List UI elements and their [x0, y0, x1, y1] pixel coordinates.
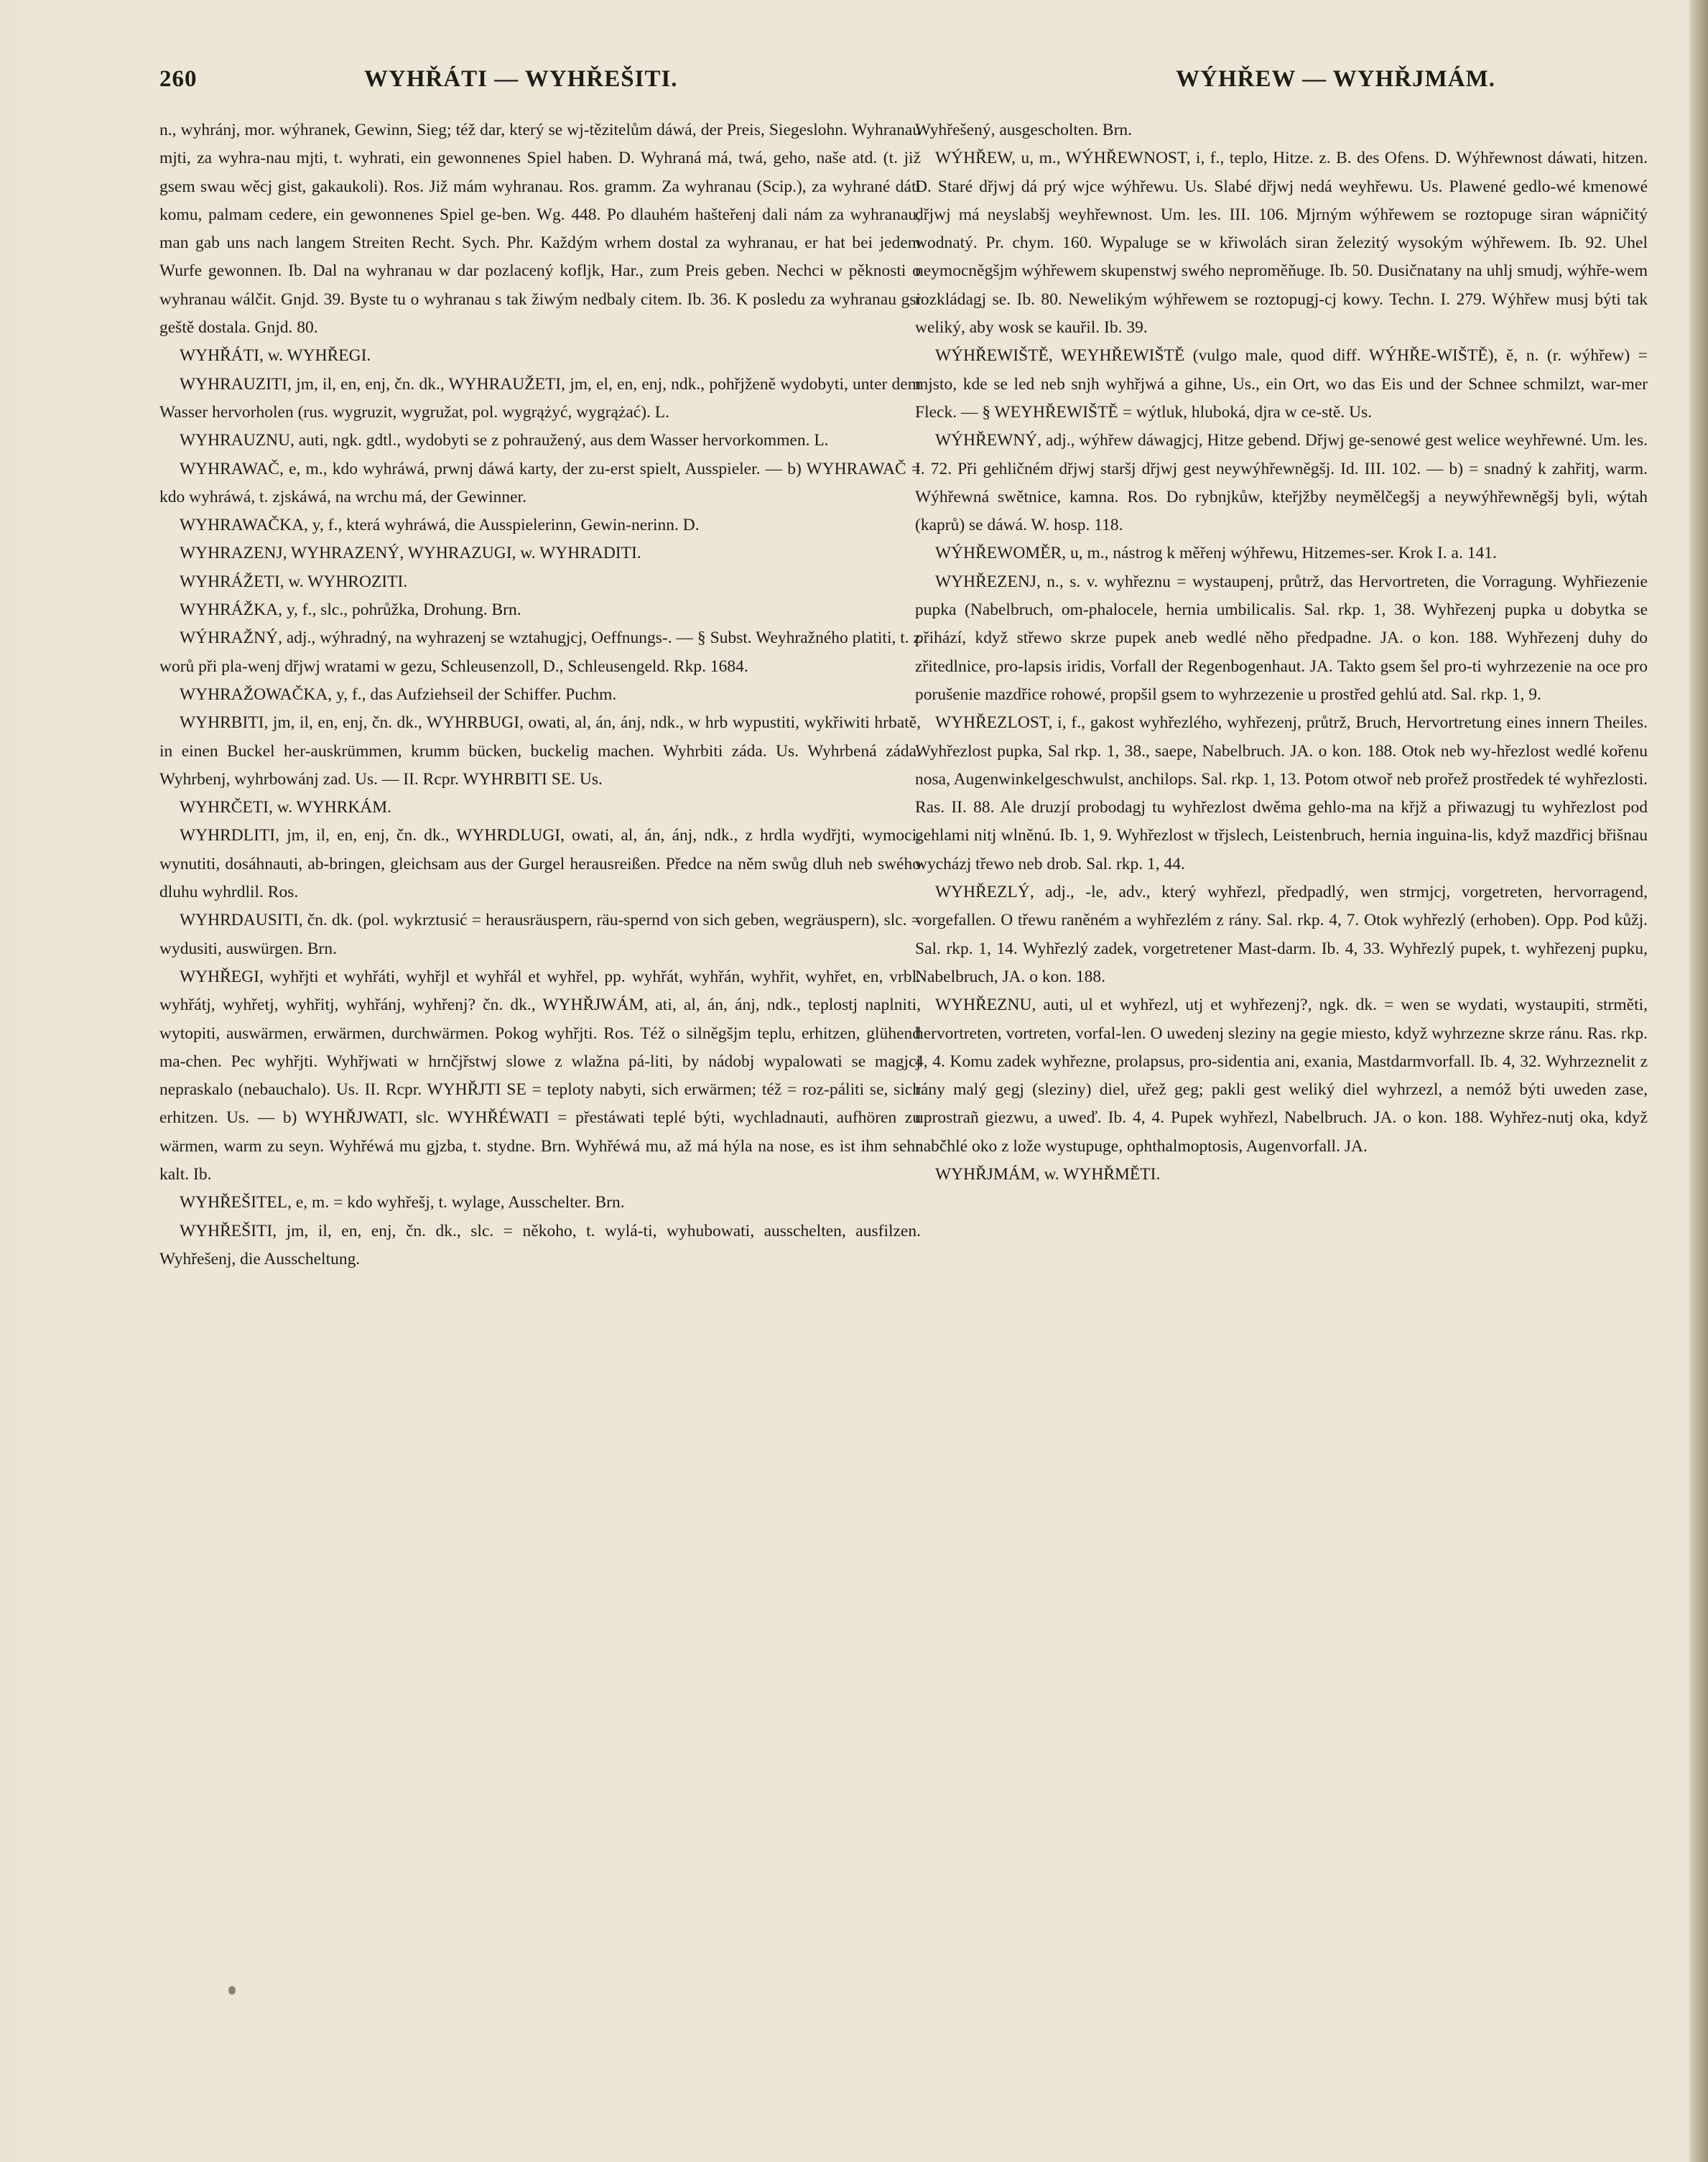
dictionary-entry: WYHRAWAČKA, y, f., která wyhráwá, die Ausspielerinn, Gewin-nerinn. D.: [180, 516, 700, 535]
dictionary-entry: WYHRDAUSITI, čn. dk. (pol. wykrztusić = herausräuspern, räu-spernd von sich geben, wegräuspern), slc. = wydusiti, auswürgen. Brn.: [159, 911, 921, 958]
dictionary-entry: WÝHRAŽNÝ, adj., wýhradný, na wyhrazenj se wztahugjcj, Oeffnungs-. — § Subst. Weyhražného platiti, t. z worů při pla-wenj dřjwj wratami w gezu, Schleusenzoll, D., Schleusengeld. Rkp. 1684.: [159, 628, 921, 676]
ink-blot: [228, 1986, 236, 1995]
dictionary-page: [16, 0, 1688, 2162]
dictionary-entry: WYHRAŽOWAČKA, y, f., das Aufziehseil der Schiffer. Puchm.: [180, 685, 617, 704]
left-column: [159, 116, 921, 1273]
right-running-title: WÝHŘEW — WYHŘJMÁM.: [1176, 66, 1495, 92]
dictionary-entry: n., wyhránj, mor. wýhranek, Gewinn, Sieg; též dar, který se wj-tězitelům dáwá, der Preis, Siegeslohn. Wyhranau mjti, za wyhra-nau mjti, t. wyhrati, ein gewonnenes Spiel haben. D. Wyhraná má, twá, geho, naše atd. (t. již gsem swau wěcj gist, gakaukoli). Ros. Již mám wyhranau. Ros. gramm. Za wyhranau (Scip.), za wyhrané dáti komu, palmam cedere, ein gewonnenes Spiel ge-ben. Wg. 448. Po dlauhém hašteřenj dali nám za wyhranau, man gab uns nach langem Streiten Recht. Sych. Phr. Každým wrhem dostal za wyhranau, er hat bei jedem Wurfe gewonnen. Ib. Dal na wyhranau w dar pozlacený kofljk, Har., zum Preis geben. Nechci w pěknosti o wyhranau wálčit. Gnjd. 39. Byste tu o wyhranau s tak žiwým nedbaly citem. Ib. 36. K posledu za wyhranau gsi geště dostala. Gnjd. 80.: [159, 121, 921, 338]
dictionary-entry: WYHŘEZNU, auti, ul et wyhřezl, utj et wyhřezenj?, ngk. dk. = wen se wydati, wystaupiti, strměti, hervortreten, vortreten, vorfal-len. O uwedenj sleziny na gegie miesto, když wyhrzezne skrze ránu. Ras. rkp. 4, 4. Komu zadek wyhřezne, prolapsus, pro-sidentia ani, exania, Mastdarmvorfall. Ib. 4, 32. Wyhrzeznelit z rány malý gegj (sleziny) diel, uřež geg; pakli gest weliký diel wyhrzezl, a nemóž býti uweden zase, uprostrañ giezwu, a uweď. Ib. 4, 4. Pupek wyhřezl, Nabelbruch. JA. o kon. 188. Wyhřez-nutj oka, když nabčhlé oko z lože wystupuge, ophthalmoptosis, Augenvorfall. JA.: [915, 996, 1648, 1156]
dictionary-entry: WYHRAWAČ, e, m., kdo wyhráwá, prwnj dáwá karty, der zu-erst spielt, Ausspieler. — b) WYHRAWAČ = kdo wyhráwá, t. zjskáwá, na wrchu má, der Gewinner.: [159, 459, 921, 506]
dictionary-entry: WYHŘEZENJ, n., s. v. wyhřeznu = wystaupenj, průtrž, das Hervortreten, die Vorragung. Wyhřiezenie pupka (Nabelbruch, om-phalocele, hernia umbilicalis. Sal. rkp. 1, 38. Wyhřezenj pupka u dobytka se přihází, když střewo skrze pupek aneb wedlé něho předpadne. JA. o kon. 188. Wyhřezenj duhy do zřitedlnice, pro-lapsis iridis, Vorfall der Regenbogenhaut. JA. Takto gsem šel pro-ti wyhrzezenie na oce pro porušenie mazdřice rohowé, propšil gsem to wyhrzezenie u prostřed gehlú atd. Sal. rkp. 1, 9.: [915, 572, 1648, 704]
left-running-title: WYHŘÁTI — WYHŘEŠITI.: [364, 66, 678, 92]
dictionary-entry: WÝHŘEWIŠTĚ, WEYHŘEWIŠTĚ (vulgo male, quod diff. WÝHŘE-WIŠTĚ), ě, n. (r. wýhřew) = mjsto, kde se led neb snjh wyhřjwá a gihne, Us., ein Ort, wo das Eis und der Schnee schmilzt, war-mer Fleck. — § WEYHŘEWIŠTĚ = wýtluk, hluboká, djra w ce-stě. Us.: [915, 346, 1648, 422]
book-spine-edge: [1689, 0, 1708, 2162]
dictionary-entry: WYHRÁŽETI, w. WYHROZITI.: [180, 572, 408, 591]
dictionary-entry: WYHRDLITI, jm, il, en, enj, čn. dk., WYHRDLUGI, owati, al, án, ánj, ndk., z hrdla wydřjti, wymoci, wynutiti, dosáhnauti, ab-bringen, gleichsam aus der Gurgel herausreißen. Předce na něm swůg dluh neb swého dluhu wyhrdlil. Ros.: [159, 826, 921, 902]
dictionary-entry: WYHŘEGI, wyhřjti et wyhřáti, wyhřjl et wyhřál et wyhřel, pp. wyhřát, wyhřán, wyhřit, wyhřet, en, vrbl. wyhřátj, wyhřetj, wyhřitj, wyhřánj, wyhřenj? čn. dk., WYHŘJWÁM, ati, al, án, ánj, ndk., teplostj naplniti, wytopiti, auswärmen, erwärmen, durchwärmen. Pokog wyhřjti. Ros. Též o silněgšjm teplu, erhitzen, glühend ma-chen. Pec wyhřjti. Wyhřjwati w hrnčjřstwj slowe z wlažna pá-liti, by nádobj wypalowati se magjcj nepraskalo (nebauchalo). Us. II. Rcpr. WYHŘJTI SE = teploty nabyti, sich erwärmen; též = roz-páliti se, sich erhitzen. Us. — b) WYHŘJWATI, slc. WYHŘÉWATI = přestáwati teplé býti, wychladnauti, aufhören zu wärmen, warm zu seyn. Wyhřéwá mu gjzba, t. stydne. Brn. Wyhřéwá mu, až má hýla na nose, es ist ihm sehr kalt. Ib.: [159, 967, 921, 1184]
dictionary-entry: WYHRAZENJ, WYHRAZENÝ, WYHRAZUGI, w. WYHRADITI.: [180, 544, 641, 563]
dictionary-entry: WYHŘJMÁM, w. WYHŘMĚTI.: [935, 1164, 1161, 1184]
dictionary-entry: WYHRÁŽKA, y, f., slc., pohrůžka, Drohung. Brn.: [180, 600, 521, 620]
dictionary-entry: WYHRAUZITI, jm, il, en, enj, čn. dk., WYHRAUŽETI, jm, el, en, enj, ndk., pohřjženě wydobyti, unter dem Wasser hervorholen (rus. wygruzit, wygružat, pol. wygrążyć, wygrążać). L.: [159, 374, 921, 422]
dictionary-entry: WYHŘEZLÝ, adj., -le, adv., který wyhřezl, předpadlý, wen strmjcj, vorgetreten, hervorragend, vorgefallen. O třewu raněném a wyhřezlém z rány. Sal. rkp. 4, 7. Otok wyhřezlý (erhoben). Opp. Pod kůžj. Sal. rkp. 1, 14. Wyhřezlý zadek, vorgetretener Mast-darm. Ib. 4, 33. Wyhřezlý pupek, t. wyhřezenj pupku, Nabelbruch, JA. o kon. 188.: [915, 883, 1648, 986]
dictionary-entry: Wyhřešený, ausgescholten. Brn.: [915, 121, 1133, 139]
dictionary-entry: WYHŘEŠITI, jm, il, en, enj, čn. dk., slc. = někoho, t. wylá-ti, wyhubowati, ausschelten, ausfilzen. Wyhřešenj, die Ausscheltung.: [159, 1221, 921, 1268]
dictionary-entry: WÝHŘEWOMĚR, u, m., nástrog k měřenj wýhřewu, Hitzemes-ser. Krok I. a. 141.: [935, 544, 1497, 563]
page-header: [159, 66, 1495, 109]
dictionary-entry: WÝHŘEWNÝ, adj., wýhřew dáwagjcj, Hitze gebend. Dřjwj ge-senowé gest welice weyhřewné. Um. les. I. 72. Při gehličném dřjwj staršj dřjwj gest neywýhřewněgšj. Id. III. 102. — b) = snadný k zahřitj, warm. Wýhřewná swětnice, kamna. Ros. Do rybnjkůw, kteřjžby neymělčegšj a neywýhřewněgšj byli, wýtah (kaprů) se dáwá. W. hosp. 118.: [915, 431, 1648, 535]
dictionary-entry: WYHŘEŠITEL, e, m. = kdo wyhřešj, t. wylage, Ausschelter. Brn.: [180, 1193, 625, 1212]
dictionary-entry: WYHRAUZNU, auti, ngk. gdtl., wydobyti se z pohraužený, aus dem Wasser hervorkommen. L.: [180, 431, 829, 450]
right-column: [915, 116, 1648, 1189]
dictionary-entry: WÝHŘEW, u, m., WÝHŘEWNOST, i, f., teplo, Hitze. z. B. des Ofens. D. Wýhřewnost dáwati, hitzen. D. Staré dřjwj dá prý wjce wýhřewu. Us. Slabé dřjwj nedá weyhřewu. Us. Plawené gedlo-wé kmenowé dřjwj má neyslabšj weyhřewnost. Um. les. III. 106. Mjrným wýhřewem se roztopuge siran wápničitý wodnatý. Pr. chym. 160. Wypaluge se w křiwolách siran železitý wysokým wýhřewem. Ib. 92. Uhel neymocněgšjm wýhřewem skupenstwj swého neproměňuge. Ib. 50. Dusičnatany na uhlj smudj, wýhře-wem rozkládagj se. Ib. 80. Newelikým wýhřewem se roztopugj-cj kowy. Techn. I. 279. Wýhřew musj býti tak weliký, aby wosk se kauřil. Ib. 39.: [915, 149, 1648, 338]
dictionary-entry: WYHRČETI, w. WYHRKÁM.: [180, 798, 392, 817]
page-number: 260: [159, 66, 198, 92]
dictionary-entry: WYHŘEZLOST, i, f., gakost wyhřezlého, wyhřezenj, průtrž, Bruch, Hervortretung eines innern Theiles. Wyhřezlost pupka, Sal rkp. 1, 38., saepe, Nabelbruch. JA. o kon. 188. Otok neb wy-hřezlost wedlé kořenu nosa, Augenwinkelgeschwulst, anchilops. Sal. rkp. 1, 13. Potom otwoř neb prořež prostředek té wyhřezlosti. Ras. II. 88. Ale druzjí probodagj tu wyhřezlost dwěma gehlo-ma na křjž a přiwazugj tu wyhřezlost pod gehlami nitj wlněnú. Ib. 1, 9. Wyhřezlost w třjslech, Leistenbruch, hernia inguina-lis, když mazdřicj břišnau wycházj třewo neb drob. Sal. rkp. 1, 44.: [915, 713, 1648, 873]
dictionary-entry: WYHŘÁTI, w. WYHŘEGI.: [180, 346, 371, 366]
dictionary-entry: WYHRBITI, jm, il, en, enj, čn. dk., WYHRBUGI, owati, al, án, ánj, ndk., w hrb wypustiti, wykřiwiti hrbatě, in einen Buckel her-auskrümmen, krumm bücken, buckelig machen. Wyhrbiti záda. Us. Wyhrbená záda. Wyhrbenj, wyhrbowánj zad. Us. — II. Rcpr. WYHRBITI SE. Us.: [159, 713, 921, 789]
